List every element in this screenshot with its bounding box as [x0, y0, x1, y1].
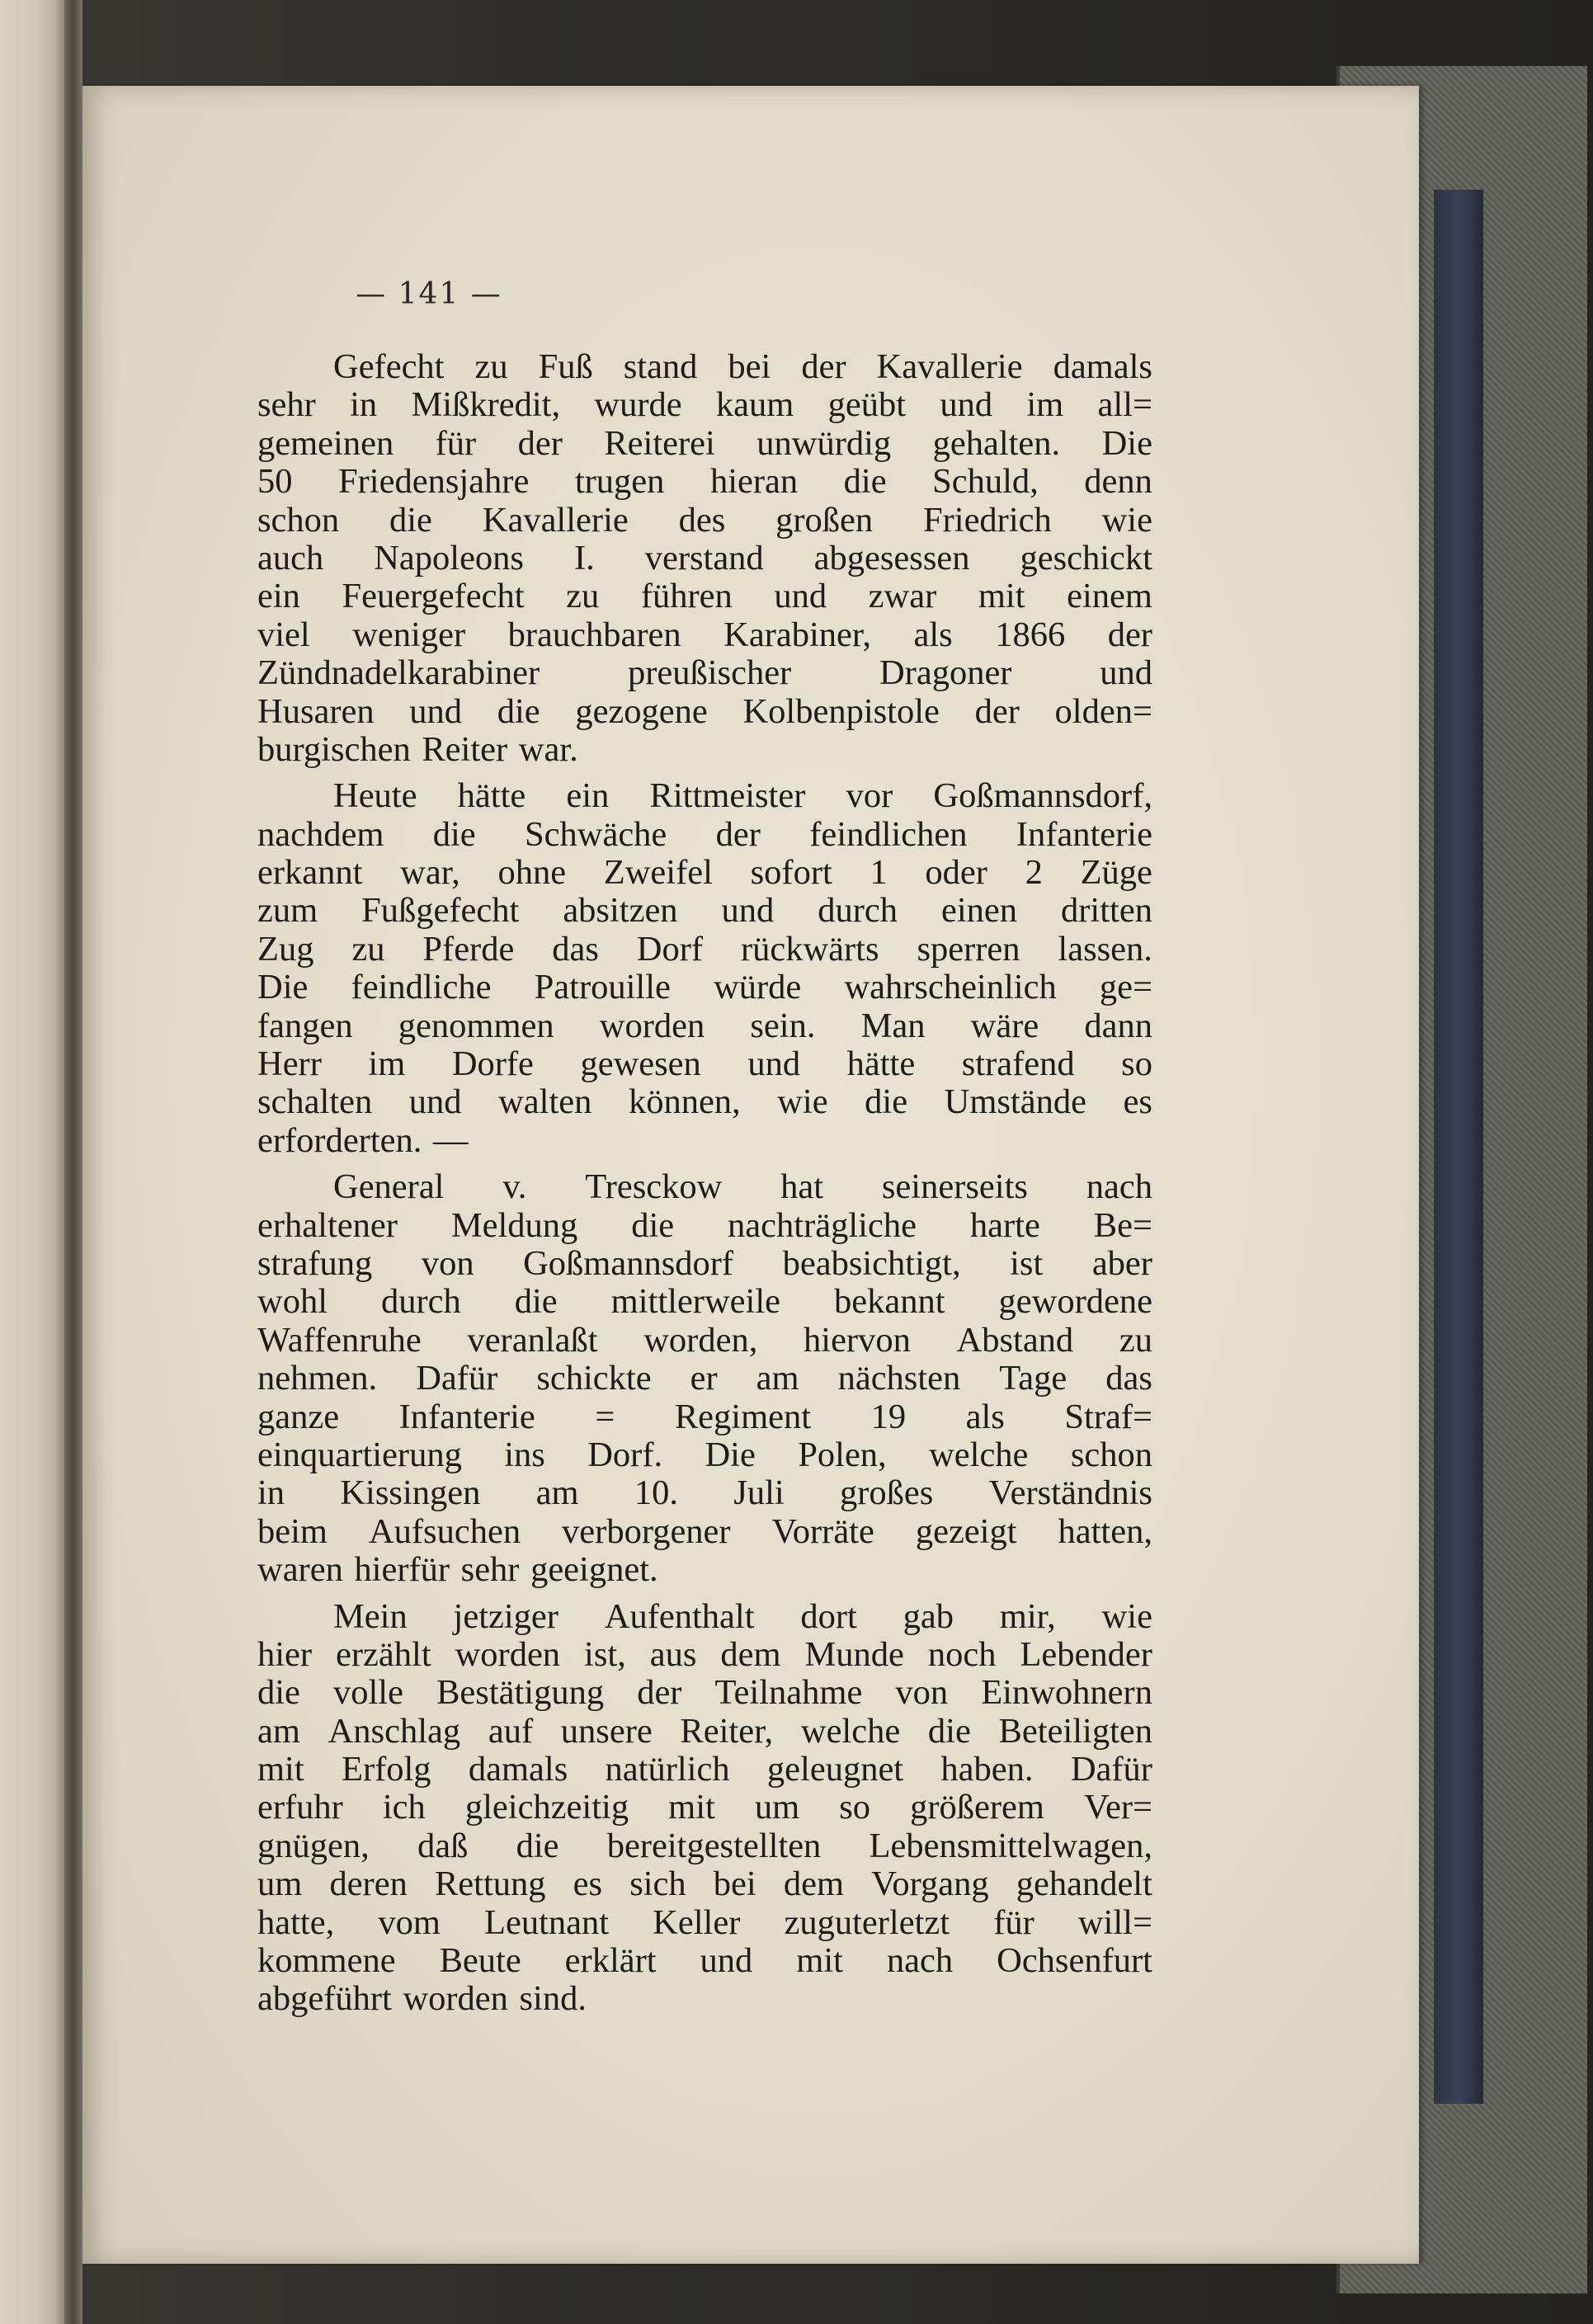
text-line: 50 Friedensjahre trugen hieran die Schuld, denn: [257, 462, 1152, 502]
paragraph: [257, 1168, 1152, 1589]
text-line: zum Fußgefecht absitzen und durch einen dritten: [257, 891, 1152, 931]
text-line: am Anschlag auf unsere Reiter, welche die Beteiligten: [257, 1711, 1152, 1751]
text-line: abgeführt worden sind.: [257, 1979, 587, 2019]
text-line: Herr im Dorfe gewesen und hätte strafend so: [257, 1044, 1152, 1084]
book-gutter: [64, 0, 82, 2324]
text-line: Husaren und die gezogene Kolbenpistole der olden=: [257, 691, 1152, 731]
text-line: schalten und walten können, wie die Umstände es: [257, 1082, 1152, 1122]
text-line: ein Feuergefecht zu führen und zwar mit einem: [257, 577, 1152, 616]
text-line: in Kissingen am 10. Juli großes Verständnis: [257, 1473, 1152, 1513]
text-line: erforderten. —: [257, 1120, 469, 1160]
text-line: strafung von Goßmannsdorf beabsichtigt, ist aber: [257, 1243, 1152, 1283]
text-line: die volle Bestätigung der Teilnahme von Einwohnern: [257, 1673, 1152, 1713]
text-line: ganze Infanterie = Regiment 19 als Straf=: [257, 1397, 1152, 1436]
text-line: kommene Beute erklärt und mit nach Ochsenfurt: [257, 1941, 1152, 1981]
paragraph: [257, 777, 1152, 1160]
text-line: beim Aufsuchen verborgener Vorräte gezeigt hatten,: [257, 1511, 1152, 1551]
text-line: Zug zu Pferde das Dorf rückwärts sperren lassen.: [257, 929, 1152, 969]
text-line: waren hierfür sehr geeignet.: [257, 1550, 658, 1590]
text-line: erkannt war, ohne Zweifel sofort 1 oder 2 Züge: [257, 853, 1152, 893]
text-line: Waffenruhe veranlaßt worden, hiervon Abstand zu: [257, 1320, 1152, 1360]
text-line: Zündnadelkarabiner preußischer Dragoner und: [257, 653, 1152, 693]
text-line: schon die Kavallerie des großen Friedrich wie: [257, 500, 1152, 540]
text-line: General v. Tresckow hat seinerseits nach: [333, 1167, 1152, 1207]
body-text: [257, 348, 1152, 2019]
text-line: einquartierung ins Dorf. Die Polen, welche schon: [257, 1435, 1152, 1474]
page-number: — 141 —: [356, 277, 502, 311]
text-line: Gefecht zu Fuß stand bei der Kavallerie damals: [333, 347, 1152, 386]
text-line: gemeinen für der Reiterei unwürdig gehalten. Die: [257, 423, 1152, 463]
text-line: hier erzählt worden ist, aus dem Munde noch Lebender: [257, 1634, 1152, 1674]
previous-page-edge: [0, 0, 64, 2324]
book-cover-lining: [1434, 190, 1483, 2104]
text-line: fangen genommen worden sein. Man wäre dann: [257, 1006, 1152, 1045]
text-line: gnügen, daß die bereitgestellten Lebensmittelwagen,: [257, 1826, 1152, 1865]
text-line: sehr in Mißkredit, wurde kaum geübt und im all=: [257, 385, 1152, 425]
text-line: Heute hätte ein Rittmeister vor Goßmannsdorf,: [333, 776, 1152, 816]
paragraph: [257, 1598, 1152, 2019]
book-page: [82, 86, 1419, 2264]
text-line: auch Napoleons I. verstand abgesessen geschickt: [257, 538, 1152, 577]
text-line: nachdem die Schwäche der feindlichen Infanterie: [257, 814, 1152, 854]
text-line: viel weniger brauchbaren Karabiner, als 1866 der: [257, 615, 1152, 654]
text-line: erhaltener Meldung die nachträgliche harte Be=: [257, 1205, 1152, 1245]
text-line: erfuhr ich gleichzeitig mit um so größerem Ver=: [257, 1788, 1152, 1827]
text-line: Die feindliche Patrouille würde wahrscheinlich ge=: [257, 968, 1152, 1007]
text-line: burgischen Reiter war.: [257, 729, 578, 769]
text-line: um deren Rettung es sich bei dem Vorgang gehandelt: [257, 1864, 1152, 1904]
text-line: Mein jetziger Aufenthalt dort gab mir, wie: [333, 1596, 1152, 1636]
text-line: wohl durch die mittlerweile bekannt gewordene: [257, 1282, 1152, 1322]
text-line: mit Erfolg damals natürlich geleugnet haben. Dafür: [257, 1750, 1152, 1789]
text-line: nehmen. Dafür schickte er am nächsten Tage das: [257, 1359, 1152, 1398]
paragraph-gap: [257, 1590, 1152, 1598]
paragraph: [257, 348, 1152, 769]
text-line: hatte, vom Leutnant Keller zuguterletzt für will=: [257, 1902, 1152, 1942]
